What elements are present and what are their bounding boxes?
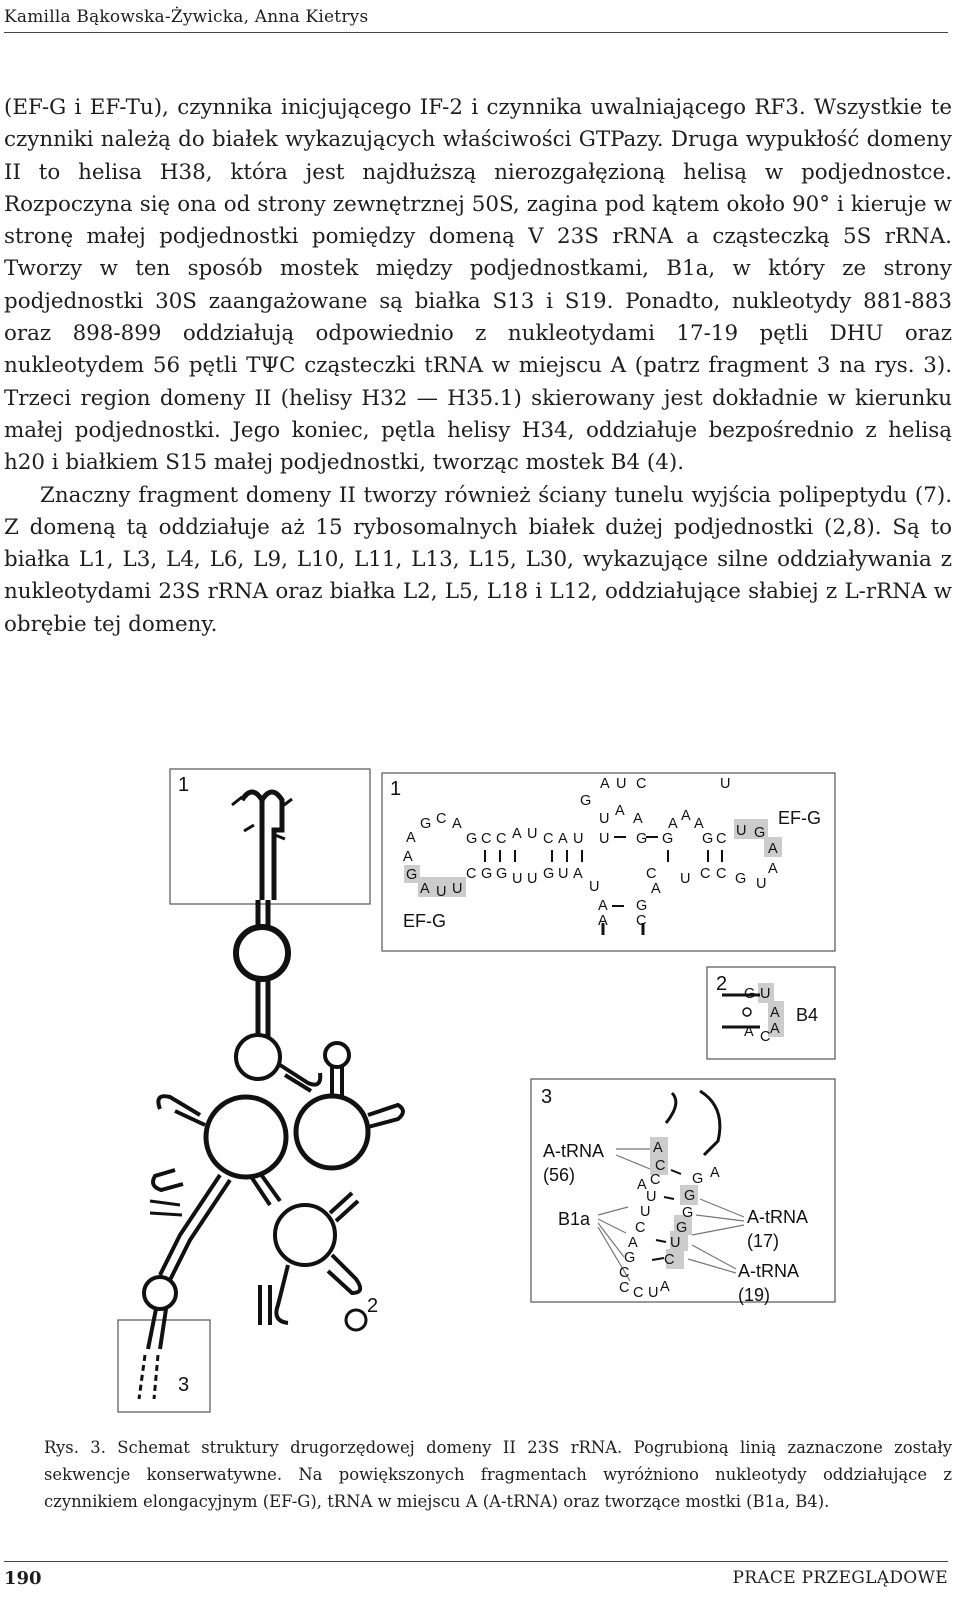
nt: U [760, 986, 771, 1002]
figure-3 [0, 765, 960, 1420]
panel-2-b4: B4 [796, 1005, 819, 1025]
nt: A [694, 816, 704, 832]
nt: G [481, 866, 493, 882]
nt: G [406, 867, 418, 883]
nt: A [598, 898, 608, 914]
header-authors: Kamilla Bąkowska-Żywicka, Anna Kietrys [4, 7, 369, 27]
nt: U [599, 811, 610, 827]
overview-label-3: 3 [178, 1374, 190, 1396]
nt: G [692, 1171, 704, 1187]
panel-3-atrna17-label: A-tRNA [747, 1207, 809, 1227]
nt: U [527, 826, 538, 842]
nt: C [650, 1172, 661, 1188]
nt: A [512, 826, 522, 842]
nt: C [664, 1252, 675, 1268]
panel-1-number: 1 [390, 778, 402, 800]
article-body [4, 92, 952, 641]
panel-3-atrna56-number: (56) [543, 1165, 576, 1185]
figure-3-svg [0, 765, 960, 1420]
overview-label-1: 1 [178, 774, 190, 796]
nt: C [633, 1285, 644, 1301]
nt: C [636, 776, 647, 792]
nt: U [756, 876, 767, 892]
nt: G [466, 831, 478, 847]
nt: C [646, 866, 657, 882]
caption-text: Rys. 3. Schemat struktury drugorzędowej domeny II 23S rRNA. Pogrubioną linią zaznaczone zostały sekwencje konserwatywne. Na powiększonych fragmentach wyróżniono nukleotydy oddziałujące z czynnikiem elongacyjnym (EF-G), tRNA w miejscu A (A-tRNA) oraz tworzące mostki (B1a, B4). [44, 1438, 952, 1511]
nt: A [653, 1140, 663, 1156]
nt: A [633, 811, 643, 827]
nt: U [736, 823, 747, 839]
overview-diagram [118, 769, 403, 1412]
nt: G [702, 831, 714, 847]
nt: C [481, 831, 492, 847]
nt: C [496, 831, 507, 847]
nt: G [684, 1188, 696, 1204]
nt: A [406, 830, 416, 846]
nt: G [676, 1220, 688, 1236]
panel-3-number: 3 [541, 1086, 553, 1108]
nt: C [466, 866, 477, 882]
nt: U [452, 881, 463, 897]
page-number: 190 [4, 1568, 42, 1589]
nt: U [573, 831, 584, 847]
panel-3-atrna56-label: A-tRNA [543, 1141, 605, 1161]
panel-2 [707, 967, 835, 1059]
nt: C [436, 811, 447, 827]
nt: U [599, 831, 610, 847]
nt: A [668, 816, 678, 832]
nt: U [589, 879, 600, 895]
nt: G [496, 866, 508, 882]
overview-label-2: 2 [367, 1295, 379, 1317]
nt: A [420, 881, 430, 897]
nt: G [636, 898, 648, 914]
nt: A [681, 808, 691, 824]
nt: G [636, 831, 648, 847]
nt: A [770, 1021, 780, 1037]
nt: U [720, 776, 731, 792]
nt: C [635, 1220, 646, 1236]
paragraph-2: Znaczny fragment domeny II tworzy również ściany tunelu wyjścia polipeptydu (7). Z domeną tą oddziałuje aż 15 rybosomalnych białek dużej podjednostki (2,8). Są to białka L1, L3, L4, L6, L9, L10, L11, L13, L15, L30, wykazujące silne oddziaływania z nukleotydami 23S rRNA oraz białka L2, L5, L18 i L12, oddziałujące słabiej z L-rRNA w obrębie tej domeny. [4, 482, 952, 637]
nt: A [651, 881, 661, 897]
nt: A [598, 913, 608, 929]
nt: U [512, 871, 523, 887]
nt: G [543, 866, 555, 882]
running-header [4, 4, 948, 33]
nt: C [619, 1280, 630, 1296]
paragraph-1: (EF-G i EF-Tu), czynnika inicjującego IF-2 i czynnika uwalniającego RF3. Wszystkie te czynniki należą do białek wykazujących właściwości GTPazy. Druga wypukłość domeny II to helisa H38, która jest najdłuższą nierozgałęzioną helisą w podjednostce. Rozpoczyna się ona od strony zewnętrznej 50S, zagina pod kątem około 90° i kieruje w stronę małej podjednostki pomiędzy domeną V 23S rRNA a cząsteczką 5S rRNA. Tworzy w ten sposób mostek między podjednostkami, B1a, w który ze strony podjednostki 30S zaangażowane są białka S13 i S19. Ponadto, nukleotydy 881-883 oraz 898-899 oddziałują odpowiednio z nukleotydami 17-19 pętli DHU oraz nukleotydem 56 pętli TΨC cząsteczki tRNA w miejscu A (patrz fragment 3 na rys. 3). Trzeci region domeny II (helisy H32 — H35.1) skierowany jest dokładnie w kierunku małej podjednostki. Jego koniec, pętla helisy H34, oddziałuje bezpośrednio z helisą h20 i białkiem S15 małej podjednostki, tworząc mostek B4 (4). [4, 95, 952, 476]
nt: G [735, 871, 747, 887]
nt: C [716, 866, 727, 882]
page-footer [4, 1561, 948, 1592]
nt: A [573, 866, 583, 882]
nt: A [628, 1235, 638, 1251]
nt: U [527, 871, 538, 887]
panel-3-nucleotides [619, 1140, 720, 1301]
nt: C [760, 1029, 771, 1045]
nt: A [768, 861, 778, 877]
panel-3-atrna19-label: A-tRNA [738, 1261, 800, 1281]
nt: G [662, 831, 674, 847]
nt: A [600, 776, 610, 792]
panel-3 [531, 1079, 835, 1305]
nt: C [700, 866, 711, 882]
nt: A [452, 816, 462, 832]
nt: G [744, 986, 756, 1002]
nt: U [616, 776, 627, 792]
nt: C [655, 1158, 666, 1174]
panel-3-b1a: B1a [558, 1209, 591, 1229]
section-title: PRACE PRZEGLĄDOWE [732, 1568, 948, 1588]
nt: U [646, 1189, 657, 1205]
nt: A [558, 831, 568, 847]
nt: U [436, 884, 447, 900]
nt: A [770, 1005, 780, 1021]
nt: G [682, 1205, 694, 1221]
nt: G [580, 793, 592, 809]
panel-1-efg-bottom: EF-G [403, 911, 446, 931]
panel-1-efg-top: EF-G [778, 808, 821, 828]
nt: U [648, 1285, 659, 1301]
nt: G [754, 825, 766, 841]
nt: A [637, 1177, 647, 1193]
nt: A [660, 1279, 670, 1295]
nt: A [710, 1165, 720, 1181]
figure-caption [4, 1434, 952, 1515]
panel-2-number: 2 [716, 973, 728, 995]
nt: U [680, 871, 691, 887]
nt: C [619, 1265, 630, 1281]
panel-3-atrna17-number: (17) [747, 1231, 780, 1251]
inset-box-1 [170, 769, 370, 904]
nt: U [640, 1204, 651, 1220]
nt: U [558, 866, 569, 882]
nt: C [543, 831, 554, 847]
nt: A [615, 803, 625, 819]
nt: U [670, 1235, 681, 1251]
nt: A [403, 849, 413, 865]
nt: A [744, 1024, 754, 1040]
nt: C [716, 831, 727, 847]
nt: A [768, 841, 778, 857]
panel-3-atrna19-number: (19) [738, 1285, 771, 1305]
nt: G [624, 1250, 636, 1266]
nt: G [420, 816, 432, 832]
nt: C [636, 913, 647, 929]
panel-1 [382, 773, 835, 951]
